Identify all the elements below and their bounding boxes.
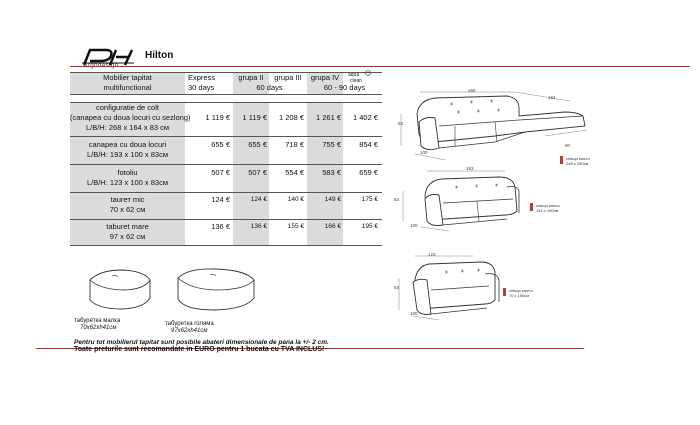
row-name-line: (canapea cu doua locuri cu sezlong) [70, 113, 191, 122]
price-g2: 1 119 € [242, 113, 267, 122]
col-header-express-sub: 30 days [188, 83, 215, 92]
row-name-line: L/B/H: 268 x 164 x 83 см [85, 123, 170, 132]
row-name-line: taburet mare [106, 222, 149, 231]
row-name-line: 70 x 62 см [109, 205, 146, 214]
col-header-g2: grupa II [238, 73, 264, 82]
price-express: 136 € [211, 222, 230, 231]
price-aqua: 659 € [359, 168, 378, 177]
row-name-line: canapea cu doua locuri [88, 140, 167, 149]
price-express: 655 € [211, 140, 230, 149]
large-ottoman-drawing [170, 262, 260, 318]
small-ottoman-drawing [82, 262, 157, 318]
price-express: 507 € [211, 168, 230, 177]
col-header-g3: grupa III [274, 73, 302, 82]
chair-bed-label: спящо място [509, 288, 533, 293]
row-name-line: configuratie de colt [96, 103, 159, 112]
price-g3: 155 € [287, 223, 304, 230]
price-aqua: 1 402 € [352, 113, 378, 122]
price-express: 1 119 € [205, 113, 230, 122]
chair-bed-size: 70 х 150см [509, 293, 530, 298]
col-header-name-sub: multifunctional [103, 83, 152, 92]
price-g2: 124 € [250, 196, 267, 203]
rule [70, 245, 382, 246]
col-header-g4: grupa IV [310, 73, 340, 82]
rule [70, 94, 382, 95]
col-header-g23-sub: 60 days [256, 83, 283, 92]
chair-bed-swatch [503, 288, 506, 296]
price-g2: 136 € [250, 223, 267, 230]
price-g3: 140 € [287, 196, 304, 203]
price-g4: 1 261 € [315, 113, 341, 122]
note-tolerance: Pentru tot mobilierul tapitat sunt posibile abateri dimensionale de pana la +/- 2 cm. [74, 339, 329, 346]
svg-text:aqua: aqua [348, 72, 360, 78]
row-name-line: L/B/H: 193 x 100 x 83см [86, 150, 169, 159]
chair-dim-height: 83 [394, 285, 400, 290]
small-ottoman-dims: 70х62хh41см [80, 325, 117, 331]
price-g4: 583 € [322, 168, 341, 177]
price-g4: 149 € [324, 196, 341, 203]
col-header-name: Mobilier tapitat [103, 73, 152, 82]
page-title: Hilton [145, 50, 174, 61]
rule [70, 136, 382, 137]
price-aqua: 854 € [359, 140, 378, 149]
aqua-clean-logo [347, 70, 373, 83]
price-aqua: 195 € [361, 223, 378, 230]
price-g4: 166 € [324, 223, 341, 230]
col-header-express: Express [188, 73, 216, 82]
corner-dim-seat: 100 [420, 150, 428, 155]
sofa-dim-width: 193 [466, 166, 474, 171]
rule [70, 164, 382, 165]
corner-bed-size: 248 х 150см [566, 161, 589, 166]
corner-bed-label: спящо място [566, 156, 590, 161]
note-prices: Toate preturile sunt recomandate in EURO pentru 1 bucata cu TVA INCLUS! [74, 346, 325, 353]
corner-dim-depth: 164 [548, 95, 556, 100]
corner-dim-width: 268 [468, 88, 476, 93]
price-g2: 507 € [248, 168, 267, 177]
svg-text:clean: clean [350, 78, 362, 83]
price-g4: 755 € [322, 140, 341, 149]
row-name-line: taurет mic [110, 195, 145, 204]
corner-dim-height: 83 [398, 121, 404, 126]
price-g3: 554 € [285, 168, 304, 177]
chair-dim-width: 123 [428, 252, 436, 257]
price-aqua: 175 € [361, 196, 378, 203]
sofa-bed-size: 149 х 150см [536, 208, 559, 213]
large-ottoman-label: табуретка голяма [165, 321, 214, 327]
row-name-line: L/B/H: 123 x 100 x 83см [86, 178, 169, 187]
price-express: 124 € [211, 195, 230, 204]
rule [70, 192, 382, 193]
row-name-line: fotoliu [117, 168, 138, 177]
sofa-bed-swatch [530, 203, 533, 211]
sofa-dim-depth: 100 [410, 223, 418, 228]
large-ottoman-dims: 97х62хh41см [171, 328, 208, 334]
row-name-line: 97 x 62 см [109, 232, 146, 241]
corner-dim-end: 90 [565, 143, 571, 148]
corner-bed-swatch [560, 156, 563, 164]
small-ottoman-label: табуретка малка [74, 318, 121, 324]
chair-dim-depth: 100 [410, 311, 418, 316]
price-g3: 718 € [285, 140, 304, 149]
price-g2: 655 € [248, 140, 267, 149]
header-divider [70, 66, 690, 67]
rule [70, 219, 382, 220]
sofa-dim-height: 83 [394, 197, 400, 202]
price-g3: 1 208 € [278, 113, 304, 122]
col-header-g4-sub: 60 - 90 days [323, 83, 366, 92]
sofa-bed-label: спящо място [536, 203, 560, 208]
